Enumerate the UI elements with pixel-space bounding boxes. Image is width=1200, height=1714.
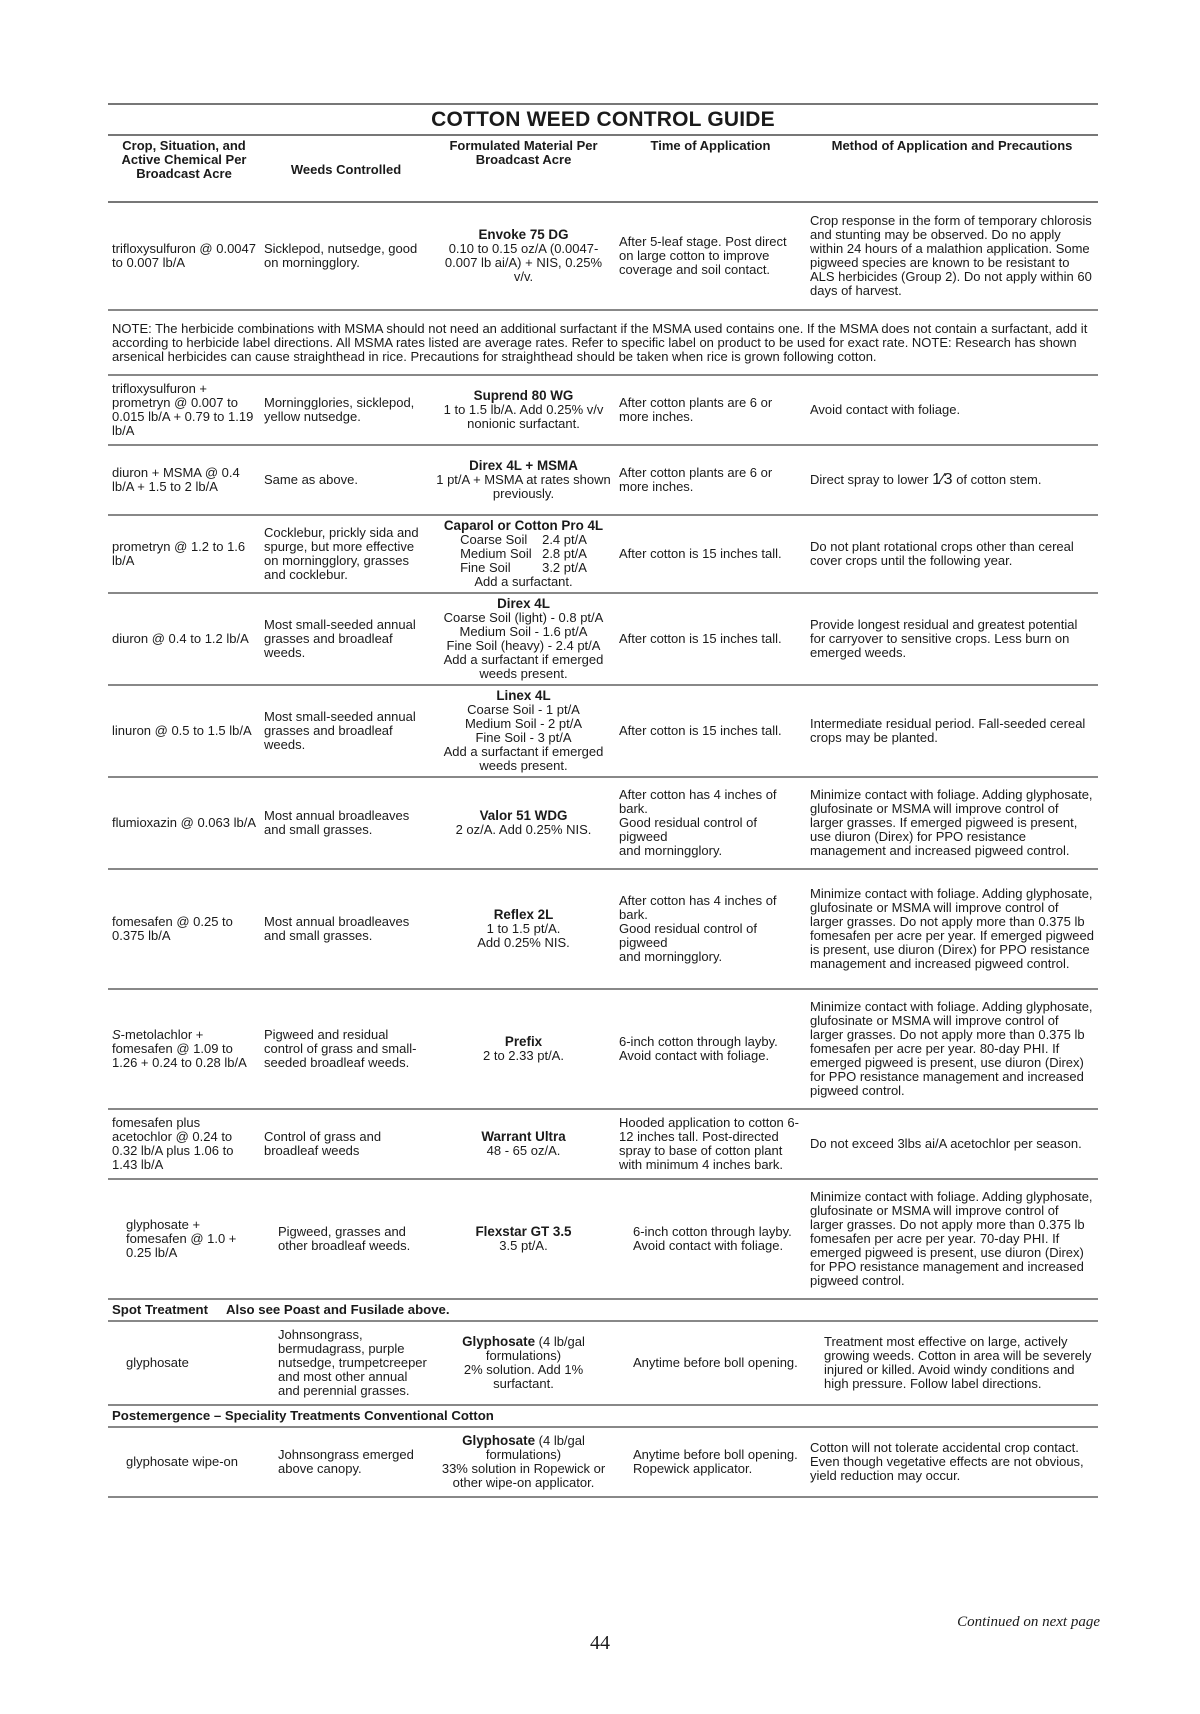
section-header-spot-treatment [108,1299,1098,1321]
page-number: 44 [590,1632,610,1654]
rate-text: Add 0.25% NIS. [477,935,570,950]
crop-cell: fomesafen @ 0.25 to 0.375 lb/A [112,914,233,943]
table-row [108,515,1098,593]
product-line [436,1335,611,1363]
method-cell: Crop response in the form of temporary chlorosis and stunting may be observed. Do no apply within 24 hours of a malathion application. Some pigweed species are known to be resistant to ALS herbicides (Group 2). Do not apply within 60 days of harvest. [810,213,1092,298]
method-cell: Do not plant rotational crops other than cereal cover crops until the following year. [810,539,1074,568]
product-name: Direx 4L [497,596,550,611]
rate-text: 2% solution. Add 1% surfactant. [463,1362,584,1391]
rate-text: Fine Soil - 3 pt/A [475,730,572,745]
product-name: Valor 51 WDG [479,808,568,823]
page-title: COTTON WEED CONTROL GUIDE [108,103,1098,136]
crop-cell: linuron @ 0.5 to 1.5 lb/A [112,723,252,738]
formulated-cell [432,593,615,685]
product-name: Direx 4L + MSMA [469,458,578,473]
time-text: Anytime before boll opening. [633,1447,798,1462]
rate-text: 1 pt/A + MSMA at rates shown previously. [436,472,611,501]
weeds-cell: Most annual broadleaves and small grasses. [264,914,410,943]
header-weeds: Weeds Controlled [290,162,402,177]
time-cell: After cotton is 15 inches tall. [619,723,782,738]
time-cell: After cotton plants are 6 or more inches. [619,465,773,494]
table-row [108,1427,1098,1497]
soil-type: Medium Soil [460,546,532,561]
formulated-cell [432,1109,615,1179]
product-name: Flexstar GT 3.5 [475,1224,572,1239]
formulated-cell [432,375,615,445]
time-cell [615,869,806,989]
product-name: Envoke 75 DG [478,227,569,242]
table-row [108,869,1098,989]
formulated-cell [432,777,615,869]
method-cell: Minimize contact with foliage. Adding glyphosate, glufosinate or MSMA will improve control of larger grasses. If emerged pigweed is present, use diuron (Direx) for PPO resistance management and increased pigweed control. [810,787,1093,858]
formulated-cell [432,989,615,1109]
method-cell: Cotton will not tolerate accidental crop contact. Even though vegetative effects are not obvious, yield reduction may occur. [810,1440,1084,1483]
formulated-cell [432,445,615,515]
time-cell [615,1427,806,1497]
product-name: Suprend 80 WG [473,388,574,403]
soil-rate-line [436,561,611,575]
product-name: Linex 4L [496,688,551,703]
product-name: Caparol or Cotton Pro 4L [443,518,604,533]
weed-control-table [108,136,1098,1498]
time-text: and morningglory. [619,843,723,858]
crop-text: -metolachlor + fomesafen @ 1.09 to 1.26 + 0.24 to 0.28 lb/A [112,1027,247,1070]
time-cell [615,777,806,869]
weeds-cell: Morningglories, sicklepod, yellow nutsedge. [264,395,415,424]
rate-text: 48 - 65 oz/A. [486,1143,561,1158]
soil-rate: 3.2 pt/A [542,560,587,575]
table-row [108,1321,1098,1405]
time-cell: After cotton is 15 inches tall. [619,631,782,646]
section-title: Spot Treatment [112,1302,208,1317]
header-formulated: Formulated Material Per Broadcast Acre [449,138,598,167]
formulated-cell [432,1321,615,1405]
time-cell: After cotton plants are 6 or more inches. [619,395,773,424]
method-cell [806,445,1098,515]
soil-rate: 2.4 pt/A [542,532,587,547]
weeds-cell: Pigweed and residual control of grass and small-seeded broadleaf weeds. [264,1027,417,1070]
formulated-cell [432,202,615,310]
crop-cell: glyphosate [126,1355,189,1370]
table-row [108,1109,1098,1179]
method-cell: Avoid contact with foliage. [810,402,961,417]
note-row [108,310,1098,375]
table-row [108,202,1098,310]
time-text: Ropewick applicator. [633,1461,753,1476]
weeds-cell: Most annual broadleaves and small grasses. [264,808,410,837]
msma-note: NOTE: The herbicide combinations with MSMA should not need an additional surfactant if the MSMA used contains one. If the MSMA does not contain a surfactant, add it according to herbicide label directions. All MSMA rates listed are average rates. Refer to specific label on product to be used for exact rate. NOTE: Research has shown arsenical herbicides can cause straighthead in rice. Precautions for straighthead should be taken when rice is grown following cotton. [112,320,1088,364]
weeds-cell: Pigweed, grasses and other broadleaf weeds. [278,1224,411,1253]
method-cell: Provide longest residual and greatest potential for carryover to sensitive crops. Less burn on emerged weeds. [810,617,1078,660]
time-cell: Anytime before boll opening. [633,1355,798,1370]
product-name: Glyphosate [462,1433,536,1448]
crop-cell: glyphosate + fomesafen @ 1.0 + 0.25 lb/A [126,1217,237,1260]
method-cell: Intermediate residual period. Fall-seeded cereal crops may be planted. [810,716,1086,745]
formulated-cell [432,685,615,777]
method-text: of cotton stem. [956,472,1042,487]
time-cell: 6-inch cotton through layby. Avoid contact with foliage. [619,1034,778,1063]
time-cell: After 5-leaf stage. Post direct on large cotton to improve coverage and soil contact. [619,234,787,277]
time-text: After cotton has 4 inches of bark. [619,787,777,816]
header-method: Method of Application and Precautions [831,138,1073,153]
crop-cell: flumioxazin @ 0.063 lb/A [112,815,256,830]
soil-type: Coarse Soil [460,532,528,547]
italic-s: S [112,1027,121,1042]
crop-cell: trifloxysulfuron @ 0.0047 to 0.007 lb/A [112,241,256,270]
rate-text: 33% solution in Ropewick or other wipe-on applicator. [441,1461,606,1490]
weeds-cell: Sicklepod, nutsedge, good on morningglory. [264,241,418,270]
formulated-cell [432,1179,615,1299]
table-row [108,989,1098,1109]
rate-text: Add a surfactant. [474,574,573,589]
section-subtitle: Also see Poast and Fusilade above. [226,1302,450,1317]
method-cell: Do not exceed 3lbs ai/A acetochlor per season. [810,1136,1082,1151]
formulated-cell [432,515,615,593]
crop-cell [108,989,260,1109]
rate-text: 2 to 2.33 pt/A. [483,1048,564,1063]
soil-rate: 2.8 pt/A [542,546,587,561]
time-text: and morningglory. [619,949,723,964]
rate-text: 3.5 pt/A. [499,1238,548,1253]
fraction-one-third: 1⁄3 [932,471,953,488]
rate-text: 2 oz/A. Add 0.25% NIS. [455,822,592,837]
weeds-cell: Johnsongrass emerged above canopy. [278,1447,414,1476]
time-cell: Hooded application to cotton 6-12 inches tall. Post-directed spray to base of cotton plant with minimum 4 inches bark. [619,1115,799,1172]
table-row [108,777,1098,869]
product-line [436,1434,611,1462]
soil-type: Fine Soil [460,560,511,575]
weeds-cell: Most small-seeded annual grasses and broadleaf weeds. [264,709,416,752]
section-header-speciality [108,1405,1098,1427]
time-cell: After cotton is 15 inches tall. [619,546,782,561]
rate-text: 1 to 1.5 lb/A. Add 0.25% v/v nonionic surfactant. [443,402,604,431]
formulated-cell [432,869,615,989]
rate-text: Add a surfactant if emerged weeds present. [443,744,604,773]
rate-text: Coarse Soil (light) - 0.8 pt/A [443,610,604,625]
soil-rate-line [436,533,611,547]
header-crop: Crop, Situation, and Active Chemical Per Broadcast Acre [121,138,247,181]
crop-cell: prometryn @ 1.2 to 1.6 lb/A [112,539,246,568]
table-row [108,593,1098,685]
guide-page [108,103,1098,1498]
weeds-cell: Control of grass and broadleaf weeds [264,1129,382,1158]
method-cell: Treatment most effective on large, actively growing weeds. Cotton in area will be severely injured or killed. Avoid windy conditions and high pressure. Follow label directions. [824,1334,1092,1391]
weeds-cell: Johnsongrass, bermudagrass, purple nutsedge, trumpetcreeper and most other annual and perennial grasses. [278,1327,427,1398]
crop-cell: glyphosate wipe-on [126,1454,239,1469]
crop-cell: diuron @ 0.4 to 1.2 lb/A [112,631,249,646]
rate-text: 1 to 1.5 pt/A. [486,921,561,936]
section-title: Postemergence – Speciality Treatments Conventional Cotton [112,1408,494,1423]
table-header-row [108,136,1098,202]
product-name: Reflex 2L [493,907,554,922]
product-name: Glyphosate [462,1334,536,1349]
crop-cell: diuron + MSMA @ 0.4 lb/A + 1.5 to 2 lb/A [112,465,240,494]
rate-text: Add a surfactant if emerged weeds present. [443,652,604,681]
formulated-cell [432,1427,615,1497]
product-detail: (4 lb/gal formulations) [485,1433,585,1462]
product-name: Warrant Ultra [481,1129,566,1144]
method-cell: Minimize contact with foliage. Adding glyphosate, glufosinate or MSMA will improve control of larger grasses. Do not apply more than 0.375 lb fomesafen per acre per year. 70-day PHI. If emerged pigweed is present, use diuron (Direx) for PPO resistance management and increased pigweed control. [810,1189,1093,1288]
rate-text: Coarse Soil - 1 pt/A [467,702,580,717]
rate-text: Medium Soil - 2 pt/A [464,716,583,731]
table-row [108,375,1098,445]
crop-cell: fomesafen plus acetochlor @ 0.24 to 0.32 lb/A plus 1.06 to 1.43 lb/A [112,1115,234,1172]
soil-rate-line [436,547,611,561]
continued-note: Continued on next page [957,1614,1100,1630]
time-text: Good residual control of pigweed [619,815,758,844]
header-time: Time of Application [650,138,771,153]
table-row [108,685,1098,777]
product-detail: (4 lb/gal formulations) [485,1334,585,1363]
rate-text: 0.10 to 0.15 oz/A (0.0047-0.007 lb ai/A) + NIS, 0.25% v/v. [444,241,603,284]
rate-text: Fine Soil (heavy) - 2.4 pt/A [446,638,601,653]
method-text: Direct spray to lower [810,472,929,487]
weeds-cell: Most small-seeded annual grasses and broadleaf weeds. [264,617,416,660]
product-name: Prefix [504,1034,543,1049]
crop-cell: trifloxysulfuron + prometryn @ 0.007 to 0.015 lb/A + 0.79 to 1.19 lb/A [112,381,254,438]
table-row [108,1179,1098,1299]
table-row [108,445,1098,515]
weeds-cell: Cocklebur, prickly sida and spurge, but more effective on morningglory, grasses and cocklebur. [264,525,419,582]
time-text: After cotton has 4 inches of bark. [619,893,777,922]
time-cell: 6-inch cotton through layby. Avoid contact with foliage. [633,1224,792,1253]
time-text: Good residual control of pigweed [619,921,758,950]
weeds-cell: Same as above. [264,472,358,487]
method-cell: Minimize contact with foliage. Adding glyphosate, glufosinate or MSMA will improve control of larger grasses. Do not apply more than 0.375 lb fomesafen per acre per year. 80-day PHI. If emerged pigweed is present, use diuron (Direx) for PPO resistance management and increased pigweed control. [810,999,1093,1098]
method-cell: Minimize contact with foliage. Adding glyphosate, glufosinate or MSMA will improve control of larger grasses. Do not apply more than 0.375 lb fomesafen per acre per year. If emerged pigweed is present, use diuron (Direx) for PPO resistance management and increased pigweed control. [810,886,1094,971]
rate-text: Medium Soil - 1.6 pt/A [459,624,588,639]
section-header-cell [108,1299,1098,1321]
